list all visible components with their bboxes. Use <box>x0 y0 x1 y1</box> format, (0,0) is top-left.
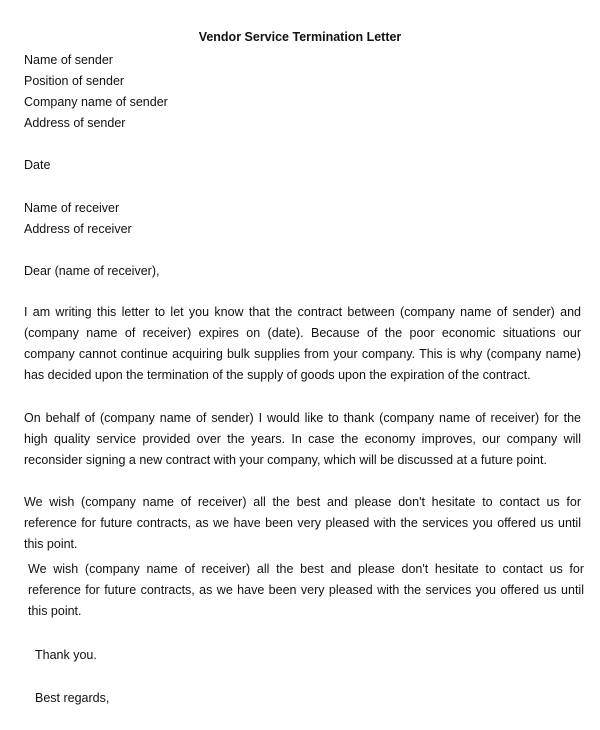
body-paragraph-3: We wish (company name of receiver) all the best and please don't hesitate to contact us for reference for future contracts, as we have been very pleased with the services you offered us until this point. <box>24 495 581 551</box>
sender-name: Name of sender <box>24 53 113 67</box>
salutation: Dear (name of receiver), <box>24 264 160 278</box>
sender-company: Company name of sender <box>24 95 168 109</box>
receiver-name: Name of receiver <box>24 201 120 215</box>
thanks-line: Thank you. <box>35 648 97 662</box>
signoff-line: Best regards, <box>35 691 110 705</box>
sender-position: Position of sender <box>24 74 125 88</box>
body-paragraph-1: I am writing this letter to let you know that the contract between (company name of sender) and (company name of receiver) expires on (date). Because of the poor economic situations our company cannot continue acquiring bulk supplies from your company. This is why (company name) has decided upon the termination of the supply of goods upon the expiration of the contract. <box>24 305 581 382</box>
sender-address: Address of sender <box>24 116 126 130</box>
letter-date: Date <box>24 158 51 172</box>
letter-title: Vendor Service Termination Letter <box>198 30 402 44</box>
receiver-address: Address of receiver <box>24 222 132 236</box>
body-paragraph-4: We wish (company name of receiver) all the best and please don't hesitate to contact us for reference for future contracts, as we have been very pleased with the services you offered us until this point. <box>28 562 584 618</box>
body-paragraph-2: On behalf of (company name of sender) I would like to thank (company name of receiver) for the high quality service provided over the years. In case the economy improves, our company will reconsider signing a new contract with your company, which will be discussed at a future point. <box>24 411 581 467</box>
